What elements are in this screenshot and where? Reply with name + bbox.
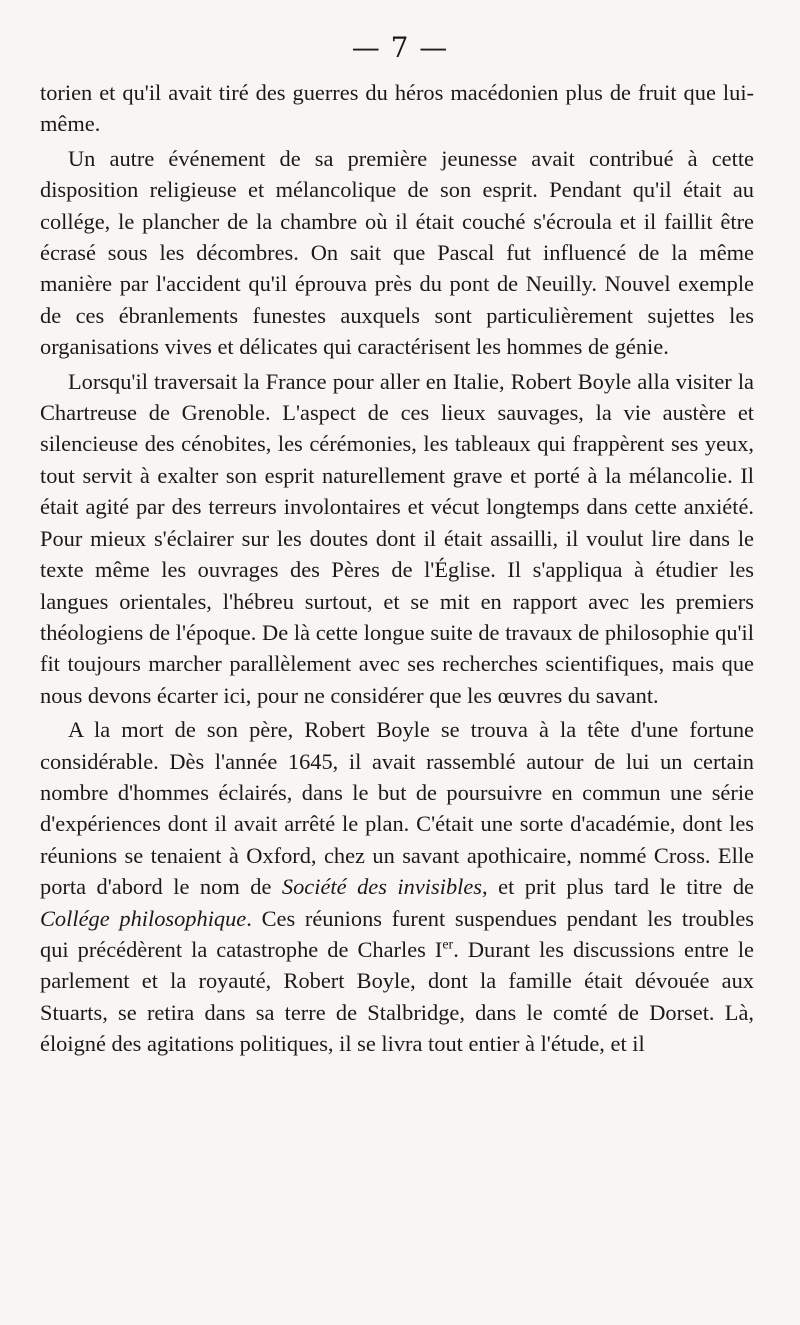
italic-societe-des-invisibles: Société des invisibles — [281, 874, 483, 900]
paragraph-chartreuse-visit: Lorsqu'il traversait la France pour aller en Italie, Robert Boyle alla visiter la Chartreuse de Grenoble. L'aspect de ces lieux sauvages, la vie austère et silencieuse des cénobites, les cérémonies, les tableaux qui frappèrent ses yeux, tout servit à exalter son esprit naturellement grave et porté à la mélancolie. Il était agité par des terreurs involontaires et vécut longtemps dans cette anxiété. Pour mieux s'éclairer sur les doutes dont il était assailli, il voulut lire dans le texte même les ouvrages des Pères de l'Église. Il s'appliqua à étudier les langues orientales, l'hébreu surtout, et se mit en rapport avec les premiers théologiens de l'époque. De là cette longue suite de travaux de philosophie qu'il fit toujours marcher parallèlement avec ses recherches scientifiques, mais que nous devons écarter ici, pour ne considérer que les œuvres du savant. — [40, 368, 754, 708]
paragraph-academy-part-d: . Durant les discussions entre le parlement et la royauté, Robert Boyle, dont la famille était dévouée aux Stuarts, se retira dans sa terre de Stalbridge, dans le comté de Dorset. Là, éloigné des agitations politiques, il se livra tout entier à l'étude, et il — [40, 936, 754, 1057]
page-number: — 7 — — [351, 31, 449, 64]
paragraph-academy-part-a: A la mort de son père, Robert Boyle se trouva à la tête d'une fortune considérable. Dès l'année 1645, il avait rassemblé autour de lui un certain nombre d'hommes éclairés, dans le but de poursuivre en commun une série d'expériences dont il avait arrêté le plan. C'était une sorte d'académie, dont les réunions se tenaient à Oxford, chez un savant apothicaire, nommé Cross. Elle porta d'abord le nom de — [40, 717, 754, 900]
paragraph-academy-part-b: , et prit plus tard le titre de — [482, 874, 754, 900]
paragraph-continuation: torien et qu'il avait tiré des guerres du héros macédonien plus de fruit que lui-même. — [40, 80, 754, 137]
paragraph-academy — [40, 714, 754, 1059]
superscript-er: er — [442, 937, 454, 953]
italic-college-philosophique: Collége philosophique — [40, 905, 247, 931]
body-text — [40, 77, 754, 1060]
paragraph-youth-event: Un autre événement de sa première jeunesse avait contribué à cette disposition religieuse et mélancolique de son esprit. Pendant qu'il était au collége, le plancher de la chambre où il était couché s'écroula et il faillit être écrasé sous les décombres. On sait que Pascal fut influencé de la même manière par l'accident qu'il éprouva près du pont de Neuilly. Nouvel exemple de ces ébranlements funestes auxquels sont particulièrement sujettes les organisations vives et délicates qui caractérisent les hommes de génie. — [40, 145, 754, 360]
paragraph-academy-part-c: . Ces réunions furent suspendues pendant les troubles qui précédèrent la catastrophe de Charles I — [40, 905, 754, 962]
